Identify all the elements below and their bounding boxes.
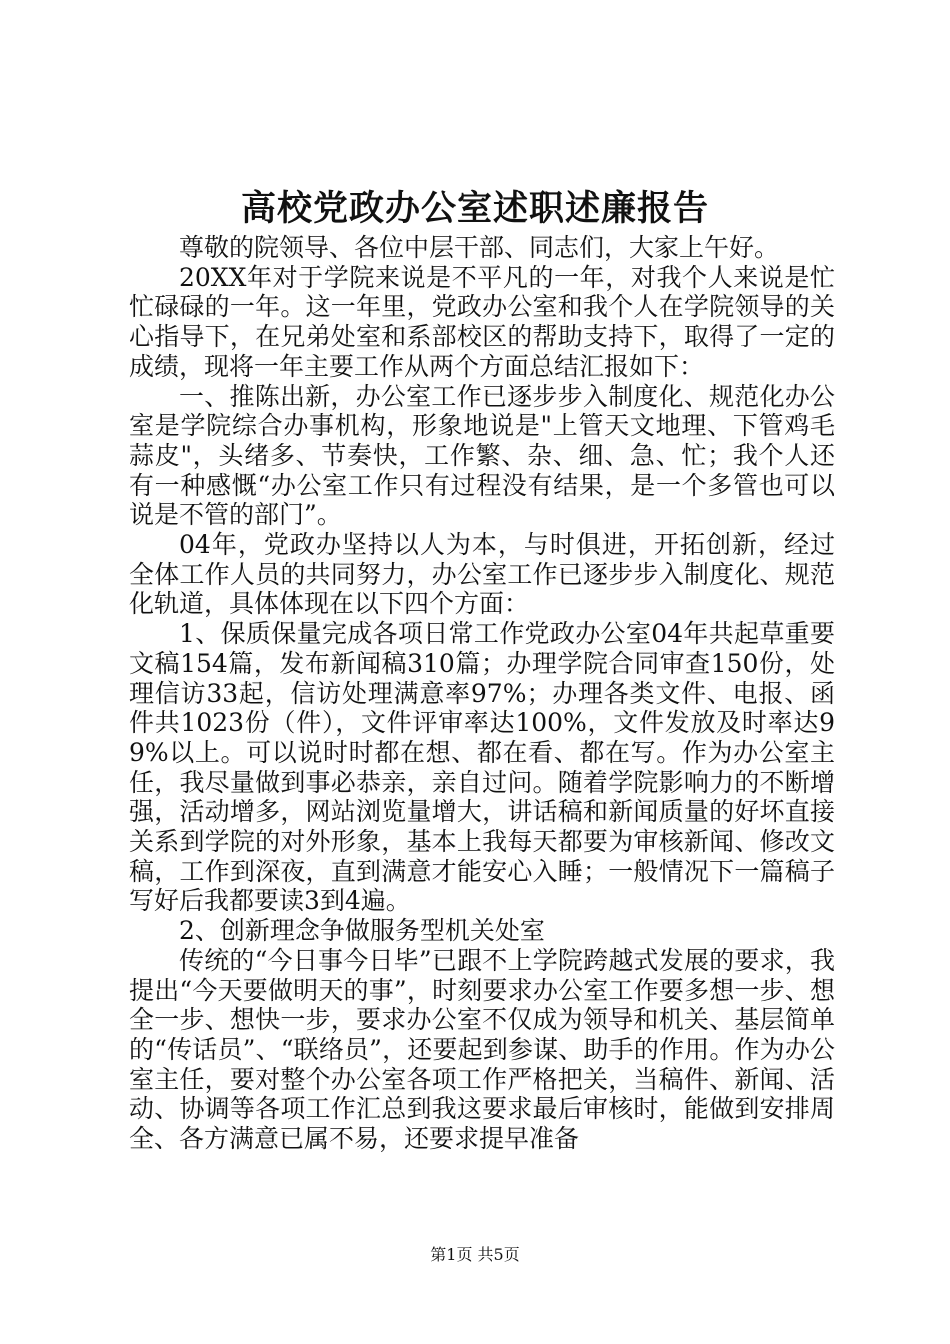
document-title: 高校党政办公室述职述廉报告 <box>240 188 709 229</box>
document-body <box>129 233 835 1154</box>
paragraph-overview-04: 04年，党政办坚持以人为本，与时俱进，开拓创新，经过全体工作人员的共同努力，办公室工作已逐步步入制度化、规范化轨道，具体体现在以下四个方面： <box>129 530 835 619</box>
paragraph-greeting: 尊敬的院领导、各位中层干部、同志们，大家上午好。 <box>179 233 780 262</box>
paragraph-item-2-body: 传统的“今日事今日毕”已跟不上学院跨越式发展的要求，我提出“今天要做明天的事”，时刻要求办公室工作要多想一步、想全一步、想快一步，要求办公室不仅成为领导和机关、基层简单的“传话员”、“联络员”，还要起到参谋、助手的作用。作为办公室主任，要对整个办公室各项工作严格把关，当稿件、新闻、活动、协调等各项工作汇总到我这要求最后审核时，能做到安排周全、各方满意已属不易，还要求提早准备 <box>129 945 835 1154</box>
paragraph-item-2-heading: 2、创新理念争做服务型机关处室 <box>179 916 545 946</box>
paragraph-intro: 20XX年对于学院来说是不平凡的一年，对我个人来说是忙忙碌碌的一年。这一年里，党政办公室和我个人在学院领导的关心指导下，在兄弟处室和系部校区的帮助支持下，取得了一定的成绩，现将一年主要工作从两个方面总结汇报如下： <box>129 262 835 381</box>
paragraph-section-1: 一、推陈出新，办公室工作已逐步步入制度化、规范化办公室是学院综合办事机构，形象地说是"上管天文地理、下管鸡毛蒜皮"，头绪多、节奏快，工作繁、杂、细、急、忙；我个人还有一种感慨“办公室工作只有过程没有结果，是一个多管也可以说是不管的部门”。 <box>129 381 835 530</box>
paragraph-item-1: 1、保质保量完成各项日常工作党政办公室04年共起草重要文稿154篇，发布新闻稿310篇；办理学院合同审查150份，处理信访33起，信访处理满意率97%；办理各类文件、电报、函件共1023份（件），文件评审率达100%，文件发放及时率达99%以上。可以说时时都在想、都在看、都在写。作为办公室主任，我尽量做到事必恭亲，亲自过问。随着学院影响力的不断增强，活动增多，网站浏览量增大，讲话稿和新闻质量的好坏直接关系到学院的对外形象，基本上我每天都要为审核新闻、修改文稿，工作到深夜，直到满意才能安心入睡；一般情况下一篇稿子写好后我都要读3到4遍。 <box>129 619 835 916</box>
page-number-footer: 第1页 共5页 <box>430 1245 520 1264</box>
